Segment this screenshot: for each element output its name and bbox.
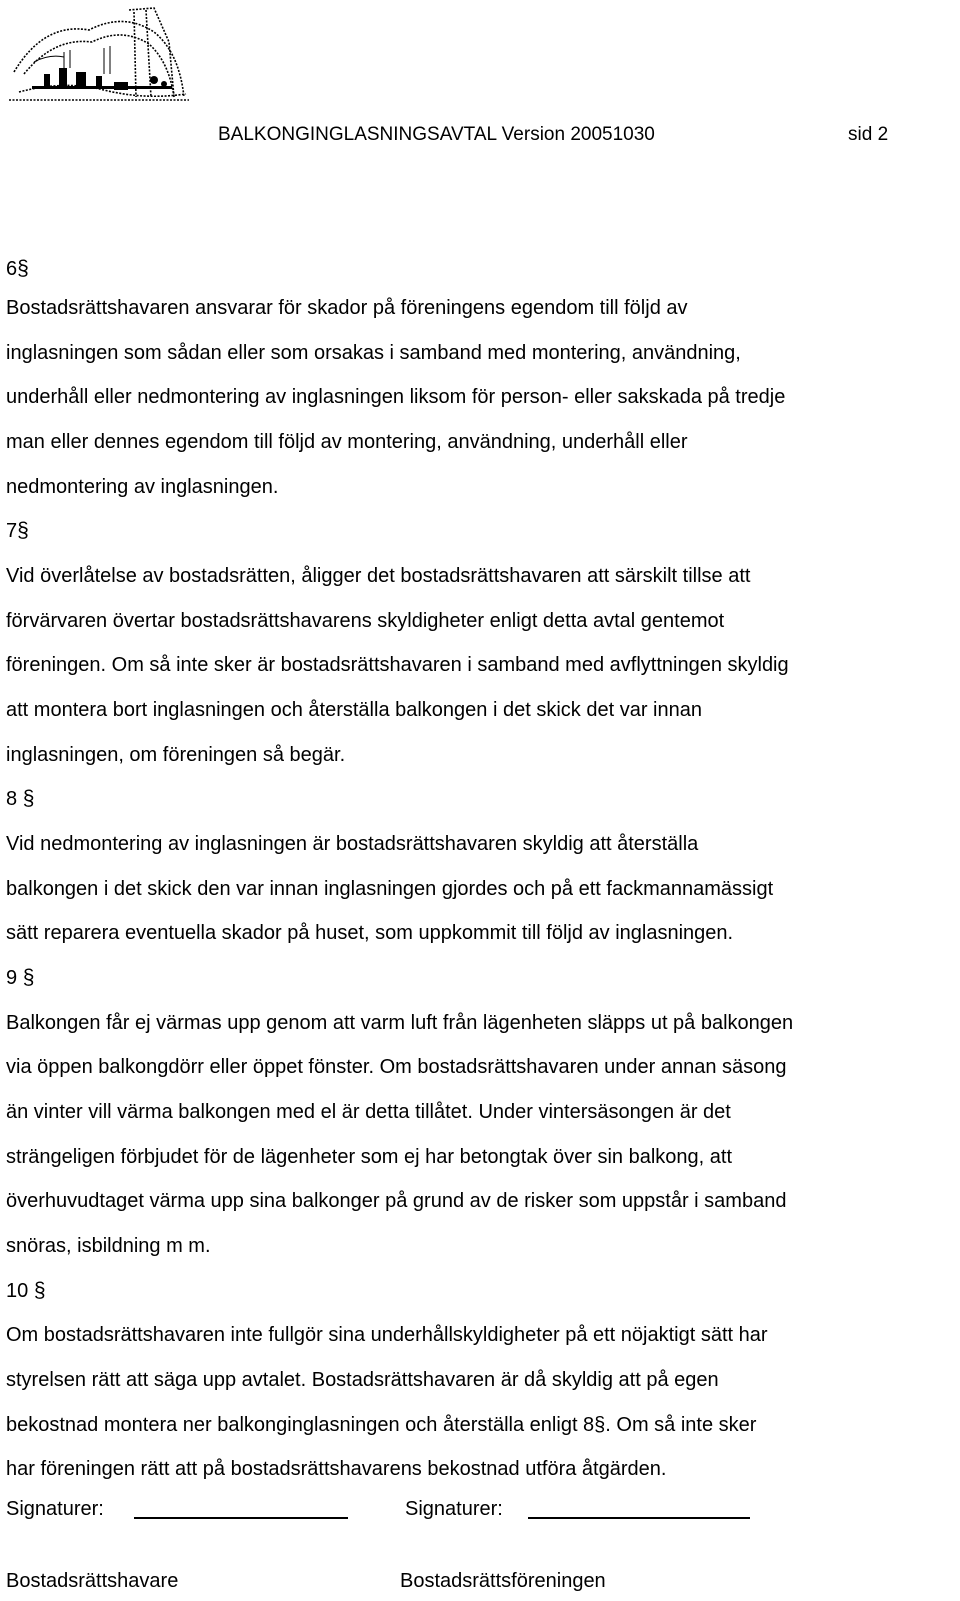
text-line: Vid överlåtelse av bostadsrätten, åligger det bostadsrättshavaren att särskilt tillse att xyxy=(6,565,751,587)
text-line: Vid nedmontering av inglasningen är bostadsrättshavaren skyldig att återställa xyxy=(6,833,699,855)
text-line: bekostnad montera ner balkonginglasningen och återställa enligt 8§. Om så inte sker xyxy=(6,1414,757,1436)
section-number: 10 xyxy=(6,1280,29,1302)
signature-line-right[interactable] xyxy=(528,1517,750,1519)
section-heading-9 xyxy=(6,966,34,990)
signature-role-left: Bostadsrättshavare xyxy=(6,1570,179,1592)
document-title: BALKONGINGLASNINGSAVTAL Version 20051030 xyxy=(218,124,655,145)
text-line: inglasningen som sådan eller som orsakas i samband med montering, användning, xyxy=(6,342,741,364)
text-line: än vinter vill värma balkongen med el är detta tillåtet. Under vintersäsongen är det xyxy=(6,1101,731,1123)
text-line: nedmontering av inglasningen. xyxy=(6,476,279,498)
section-mark: § xyxy=(22,966,35,989)
text-line: förvärvaren övertar bostadsrättshavarens skyldigheter enligt detta avtal gentemot xyxy=(6,610,725,632)
text-line: man eller dennes egendom till följd av montering, användning, underhåll eller xyxy=(6,431,688,453)
section-number: 7 xyxy=(6,520,18,542)
section-heading-7 xyxy=(6,519,29,543)
section-mark: § xyxy=(33,1279,46,1302)
text-line: föreningen. Om så inte sker är bostadsrättshavaren i samband med avflyttningen skyldig xyxy=(6,654,789,676)
text-line: Balkongen får ej värmas upp genom att varm luft från lägenheten släpps ut på balkongen xyxy=(6,1012,794,1034)
section-heading-6 xyxy=(6,257,29,281)
text-line: snöras, isbildning m m. xyxy=(6,1235,211,1257)
section-number: 8 xyxy=(6,788,18,810)
text-line: styrelsen rätt att säga upp avtalet. Bostadsrättshavaren är då skyldig att på egen xyxy=(6,1369,719,1391)
section-heading-8 xyxy=(6,787,34,811)
section-number: 9 xyxy=(6,967,18,989)
text-line: underhåll eller nedmontering av inglasningen liksom för person- eller sakskada på tredje xyxy=(6,386,786,408)
page-number: sid 2 xyxy=(848,124,889,145)
text-line: via öppen balkongdörr eller öppet fönster. Om bostadsrättshavaren under annan säsong xyxy=(6,1056,787,1078)
text-line: att montera bort inglasningen och återställa balkongen i det skick det var innan xyxy=(6,699,702,721)
signature-label-left: Signaturer: xyxy=(6,1498,104,1520)
text-line: Om bostadsrättshavaren inte fullgör sina underhållskyldigheter på ett nöjaktigt sätt har xyxy=(6,1324,768,1346)
section-number: 6 xyxy=(6,258,18,280)
section-mark: § xyxy=(17,257,29,280)
section-heading-10 xyxy=(6,1279,46,1303)
text-line: strängeligen förbjudet för de lägenheter som ej har betongtak över sin balkong, att xyxy=(6,1146,733,1168)
text-line: inglasningen, om föreningen så begär. xyxy=(6,744,346,766)
signature-label-right: Signaturer: xyxy=(405,1498,503,1520)
text-line: har föreningen rätt att på bostadsrättshavarens bekostnad utföra åtgärden. xyxy=(6,1458,667,1480)
section-mark: § xyxy=(22,787,35,810)
section-mark: § xyxy=(17,519,29,542)
text-line: Bostadsrättshavaren ansvarar för skador på föreningens egendom till följd av xyxy=(6,297,688,319)
signature-line-left[interactable] xyxy=(134,1517,348,1519)
text-line: balkongen i det skick den var innan inglasningen gjordes och på ett fackmannamässigt xyxy=(6,878,774,900)
signature-role-right: Bostadsrättsföreningen xyxy=(400,1570,606,1592)
text-line: överhuvudtaget värma upp sina balkonger på grund av de risker som uppstår i samband xyxy=(6,1190,787,1212)
association-logo xyxy=(4,2,194,112)
text-line: sätt reparera eventuella skador på huset, som uppkommit till följd av inglasningen. xyxy=(6,922,734,944)
